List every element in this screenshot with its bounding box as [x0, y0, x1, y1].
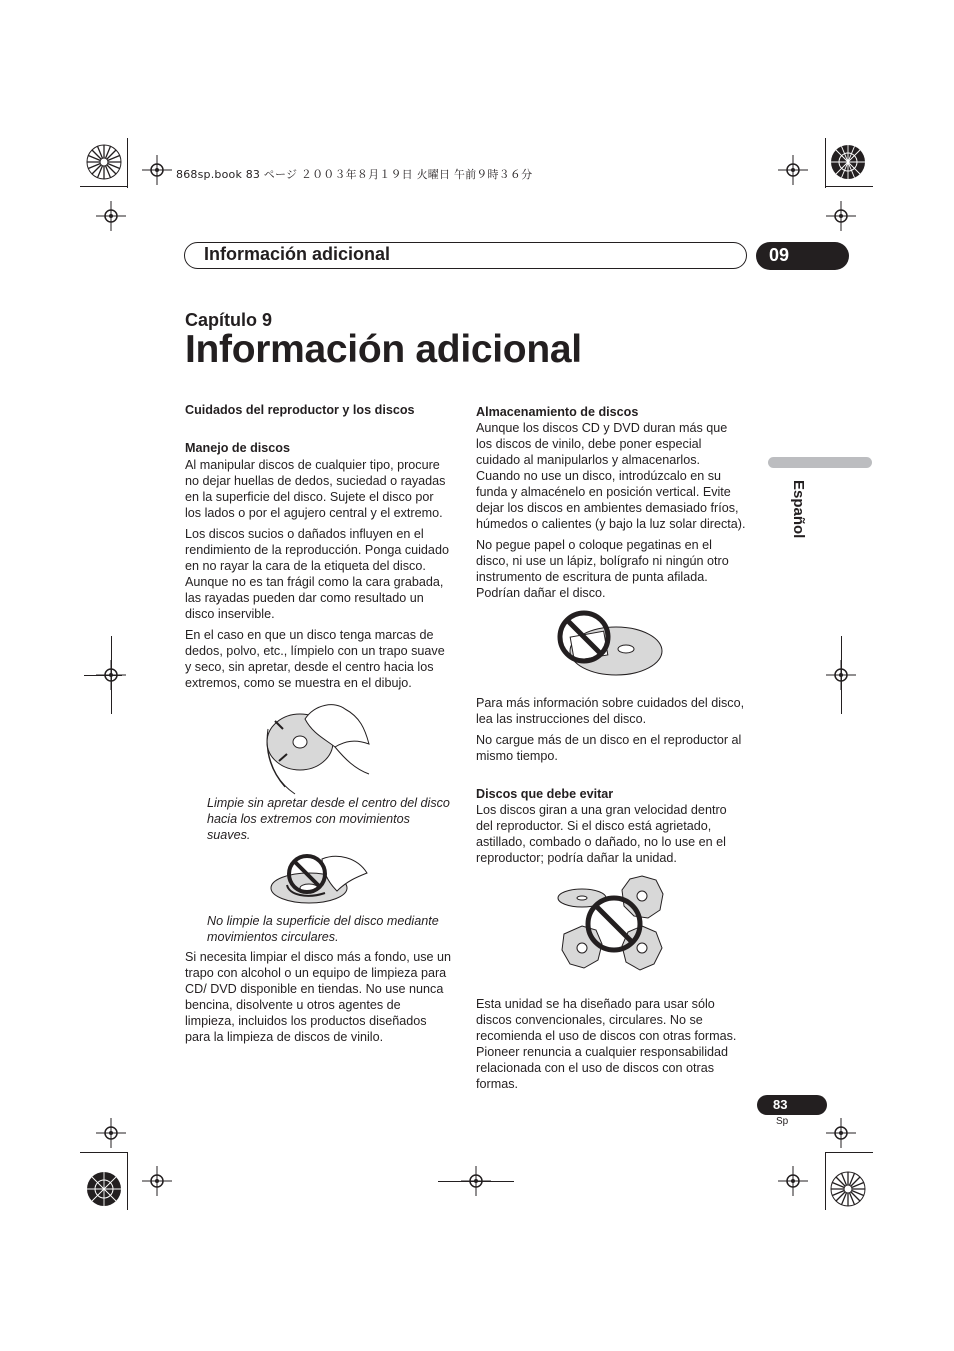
chapter-label: Capítulo 9 [185, 310, 273, 330]
page-title: Información adicional [185, 328, 582, 371]
paragraph: Los discos giran a una gran velocidad dentro del reproductor. Si el disco está agrietado, astillado, combado o dañado, no lo use en el reproductor; podría dañar la unidad. [476, 803, 727, 865]
header-title: Información adicional [204, 244, 391, 264]
paragraph: Si necesita limpiar el disco más a fondo, use un trapo con alcohol o un equipo de limpieza para CD/ DVD disponible en tiendas. No use nunca bencina, disolvente u otros agentes de limpieza, incluidos los productos diseñados para la limpieza de discos de vinilo. [185, 950, 452, 1044]
paragraph: Aunque los discos CD y DVD duran más que los discos de vinilo, debe poner especial cuidado al manipularlos y almacenarlos. Cuando no use un disco, introdúzcalo en su funda y almacénelo en posición vertical. Evite dejar los discos en ambientes demasiado fríos, húmedos o calientes (y bajo la luz solar directa). [476, 421, 746, 531]
wipe-disc-illustration [185, 699, 453, 795]
paragraph: En el caso en que un disco tenga marcas de dedos, polvo, etc., límpielo con un trapo suave y seco, sin apretar, desde el centro hacia los extremos, como se muestra en el dibujo. [185, 628, 445, 690]
disc-wiping-icon [265, 699, 375, 795]
crosshair-icon [142, 155, 172, 185]
page-number-badge: 83 [757, 1095, 827, 1115]
sticker-prohibited-icon [556, 609, 666, 689]
paragraph: Los discos sucios o dañados influyen en el rendimiento de la reproducción. Ponga cuidado en no rayar la cara de la etiqueta del disco. Aunque no es tan frágil como la cara grabada, las rayadas pueden dar como resultado un disco inservible. [185, 527, 449, 621]
crosshair-icon [96, 201, 126, 231]
irregular-discs-illustration [476, 874, 746, 996]
crosshair-icon [826, 201, 856, 231]
registration-sunburst-icon [80, 1165, 128, 1213]
no-sticker-illustration [476, 609, 746, 695]
registration-sunburst-icon [824, 138, 872, 186]
crosshair-icon [778, 155, 808, 185]
section-heading: Cuidados del reproductor y los discos [185, 403, 415, 417]
page-language-code: Sp [776, 1116, 789, 1127]
registration-sunburst-icon [80, 138, 128, 186]
book-info-line: 868sp.book 83 ページ ２００３年８月１９日 火曜日 午前９時３６分 [176, 168, 533, 181]
paragraph: No cargue más de un disco en el reproductor al mismo tiempo. [476, 733, 742, 763]
crosshair-icon [96, 1118, 126, 1148]
language-tab-bar [768, 457, 872, 468]
language-tab-label: Español [790, 480, 807, 539]
right-column [476, 404, 746, 1097]
storage-heading: Almacenamiento de discos [476, 405, 639, 419]
caption-no-circular: No limpie la superficie del disco mediante movimientos circulares. [207, 914, 439, 944]
avoid-discs-heading: Discos que debe evitar [476, 787, 614, 801]
irregular-disc-prohibited-icon [556, 874, 666, 984]
circular-wipe-illustration [185, 851, 453, 913]
registration-sunburst-icon [824, 1165, 872, 1213]
handling-heading: Manejo de discos [185, 441, 290, 455]
crosshair-icon [142, 1166, 172, 1196]
left-column [185, 402, 453, 1050]
paragraph: No pegue papel o coloque pegatinas en el disco, ni use un lápiz, bolígrafo ni ningún otro instrumento de escritura de punta afilada. Podrían dañar el disco. [476, 538, 729, 600]
chapter-number-badge: 09 [756, 242, 849, 270]
circular-wipe-prohibited-icon [267, 851, 372, 913]
caption-wipe-outward: Limpie sin apretar desde el centro del disco hacia los extremos con movimientos suaves. [207, 796, 450, 842]
crosshair-icon [778, 1166, 808, 1196]
crosshair-icon [826, 1118, 856, 1148]
paragraph: Al manipular discos de cualquier tipo, procure no dejar huellas de dedos, suciedad o rayadas en la superficie del disco. Sujete el disco por los lados o por el agujero central y el extremo. [185, 458, 446, 520]
paragraph: Esta unidad se ha diseñado para usar sólo discos convencionales, circulares. No se recomienda el uso de discos con otras formas. Pioneer renuncia a cualquier responsabilidad relacionada con el uso de discos con otras formas. [476, 997, 737, 1091]
paragraph: Para más información sobre cuidados del disco, lea las instrucciones del disco. [476, 696, 745, 726]
